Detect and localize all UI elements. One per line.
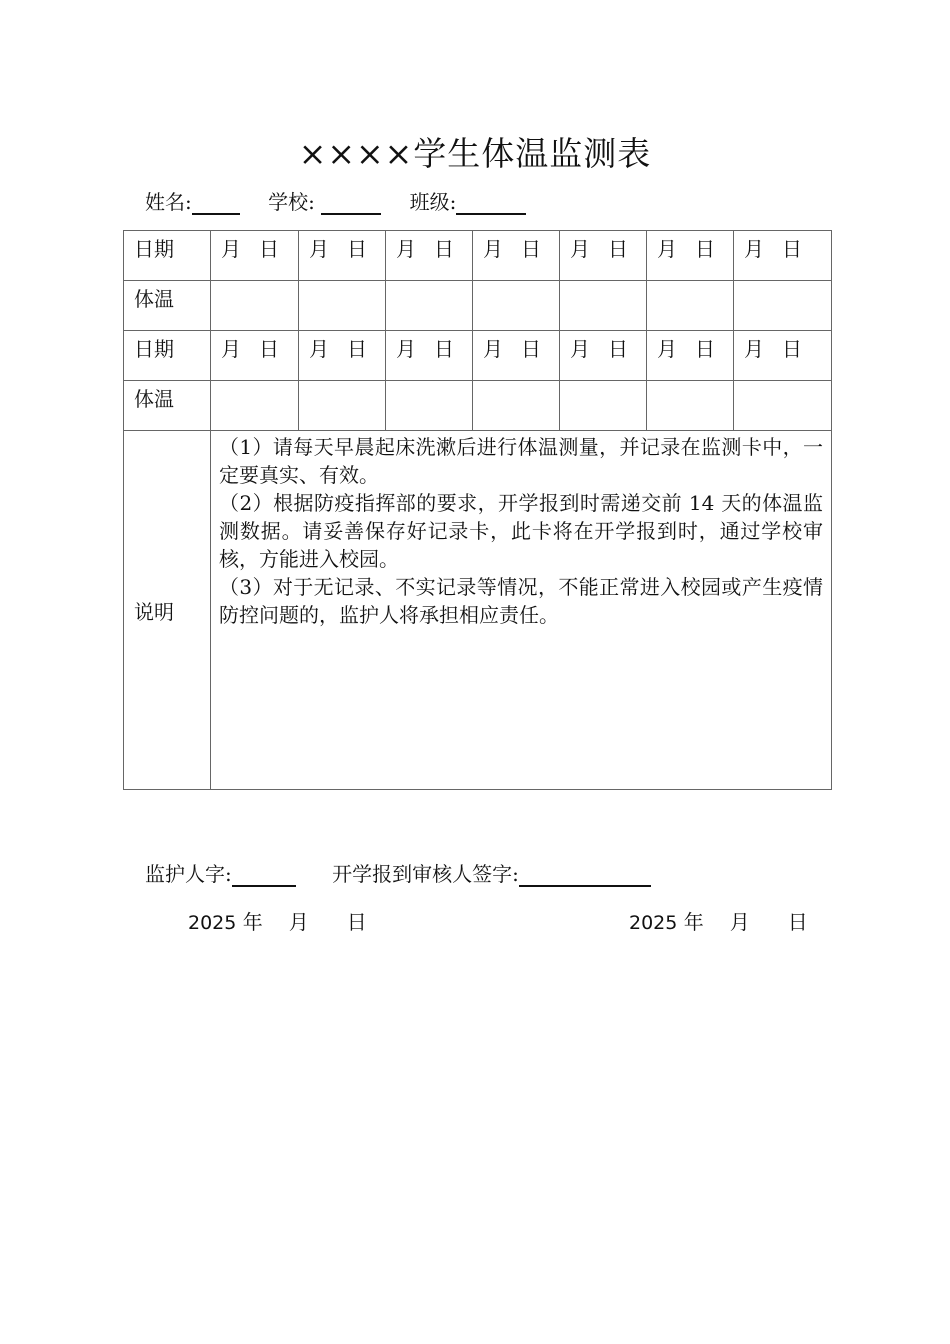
month-char: 月 bbox=[483, 337, 503, 361]
day-char: 日 bbox=[782, 337, 802, 361]
temp-cell[interactable] bbox=[299, 381, 386, 431]
note-item: （3）对于无记录、不实记录等情况，不能正常进入校园或产生疫情防控问题的，监护人将承担相应责任。 bbox=[219, 575, 823, 627]
guardian-date bbox=[188, 906, 367, 935]
temp-cell[interactable] bbox=[299, 281, 386, 331]
day-char: 日 bbox=[347, 337, 367, 361]
class-blank[interactable] bbox=[456, 193, 526, 215]
date-row-2 bbox=[124, 331, 832, 381]
day-char: 日 bbox=[346, 910, 367, 934]
date-cell[interactable] bbox=[560, 331, 647, 381]
month-char: 月 bbox=[288, 910, 309, 934]
month-char: 月 bbox=[657, 337, 677, 361]
day-char: 日 bbox=[608, 337, 628, 361]
day-char: 日 bbox=[259, 237, 279, 261]
reviewer-blank[interactable] bbox=[519, 865, 651, 887]
month-char: 月 bbox=[744, 337, 764, 361]
month-char: 月 bbox=[309, 337, 329, 361]
day-char: 日 bbox=[259, 337, 279, 361]
class-field[interactable] bbox=[410, 186, 527, 215]
name-label: 姓名: bbox=[145, 190, 192, 214]
school-label: 学校: bbox=[268, 190, 315, 214]
month-char: 月 bbox=[570, 337, 590, 361]
name-blank[interactable] bbox=[192, 193, 240, 215]
date-cell[interactable] bbox=[386, 331, 473, 381]
notes-label: 说明 bbox=[124, 431, 211, 790]
reviewer-label: 开学报到审核人签字: bbox=[332, 862, 519, 886]
year-char: 年 bbox=[683, 910, 704, 934]
date-cell[interactable] bbox=[211, 231, 299, 281]
guardian-blank[interactable] bbox=[232, 865, 296, 887]
day-char: 日 bbox=[608, 237, 628, 261]
name-field[interactable] bbox=[145, 186, 240, 215]
date-cell[interactable] bbox=[734, 331, 832, 381]
day-char: 日 bbox=[782, 237, 802, 261]
date-cell[interactable] bbox=[386, 231, 473, 281]
student-info-row bbox=[145, 186, 548, 215]
temp-row-label: 体温 bbox=[124, 381, 211, 431]
temp-cell[interactable] bbox=[386, 381, 473, 431]
temp-cell[interactable] bbox=[211, 281, 299, 331]
date-row-1 bbox=[124, 231, 832, 281]
temp-cell[interactable] bbox=[560, 381, 647, 431]
note-item: （1）请每天早晨起床洗漱后进行体温测量，并记录在监测卡中，一定要真实、有效。 bbox=[219, 435, 823, 487]
date-cell[interactable] bbox=[299, 331, 386, 381]
date-cell[interactable] bbox=[560, 231, 647, 281]
reviewer-signature-field[interactable] bbox=[332, 858, 651, 887]
month-char: 月 bbox=[221, 237, 241, 261]
temp-row-2 bbox=[124, 381, 832, 431]
date-cell[interactable] bbox=[211, 331, 299, 381]
day-char: 日 bbox=[434, 237, 454, 261]
day-char: 日 bbox=[787, 910, 808, 934]
notes-row bbox=[124, 431, 832, 790]
temperature-table bbox=[123, 230, 832, 790]
day-char: 日 bbox=[347, 237, 367, 261]
note-item: （2）根据防疫指挥部的要求，开学报到时需递交前 14 天的体温监测数据。请妥善保存好记录卡，此卡将在开学报到时，通过学校审核，方能进入校园。 bbox=[219, 491, 823, 571]
page-title: ××××学生体温监测表 bbox=[298, 134, 652, 173]
guardian-label: 监护人字: bbox=[145, 862, 232, 886]
temp-cell[interactable] bbox=[647, 381, 734, 431]
day-char: 日 bbox=[434, 337, 454, 361]
month-char: 月 bbox=[221, 337, 241, 361]
temp-row-1 bbox=[124, 281, 832, 331]
day-char: 日 bbox=[521, 337, 541, 361]
year-value: 2025 bbox=[188, 912, 237, 934]
year-char: 年 bbox=[242, 910, 263, 934]
temp-cell[interactable] bbox=[386, 281, 473, 331]
month-char: 月 bbox=[309, 237, 329, 261]
month-char: 月 bbox=[657, 237, 677, 261]
school-field[interactable] bbox=[268, 186, 381, 215]
day-char: 日 bbox=[695, 337, 715, 361]
month-char: 月 bbox=[729, 910, 750, 934]
month-char: 月 bbox=[483, 237, 503, 261]
date-row-label: 日期 bbox=[124, 331, 211, 381]
guardian-signature-field[interactable] bbox=[145, 858, 296, 887]
date-row-label: 日期 bbox=[124, 231, 211, 281]
date-cell[interactable] bbox=[473, 231, 560, 281]
signature-row bbox=[145, 858, 681, 887]
temp-cell[interactable] bbox=[211, 381, 299, 431]
temp-cell[interactable] bbox=[473, 281, 560, 331]
month-char: 月 bbox=[396, 237, 416, 261]
day-char: 日 bbox=[521, 237, 541, 261]
month-char: 月 bbox=[570, 237, 590, 261]
month-char: 月 bbox=[744, 237, 764, 261]
class-label: 班级: bbox=[409, 190, 457, 214]
date-cell[interactable] bbox=[647, 331, 734, 381]
reviewer-date bbox=[629, 906, 808, 935]
month-char: 月 bbox=[396, 337, 416, 361]
date-cell[interactable] bbox=[647, 231, 734, 281]
temp-row-label: 体温 bbox=[124, 281, 211, 331]
date-cell[interactable] bbox=[734, 231, 832, 281]
school-blank[interactable] bbox=[321, 193, 381, 215]
temp-cell[interactable] bbox=[560, 281, 647, 331]
day-char: 日 bbox=[695, 237, 715, 261]
temp-cell[interactable] bbox=[647, 281, 734, 331]
notes-body bbox=[211, 431, 832, 790]
date-cell[interactable] bbox=[299, 231, 386, 281]
temp-cell[interactable] bbox=[734, 381, 832, 431]
temp-cell[interactable] bbox=[734, 281, 832, 331]
temp-cell[interactable] bbox=[473, 381, 560, 431]
year-value: 2025 bbox=[629, 912, 678, 934]
date-cell[interactable] bbox=[473, 331, 560, 381]
